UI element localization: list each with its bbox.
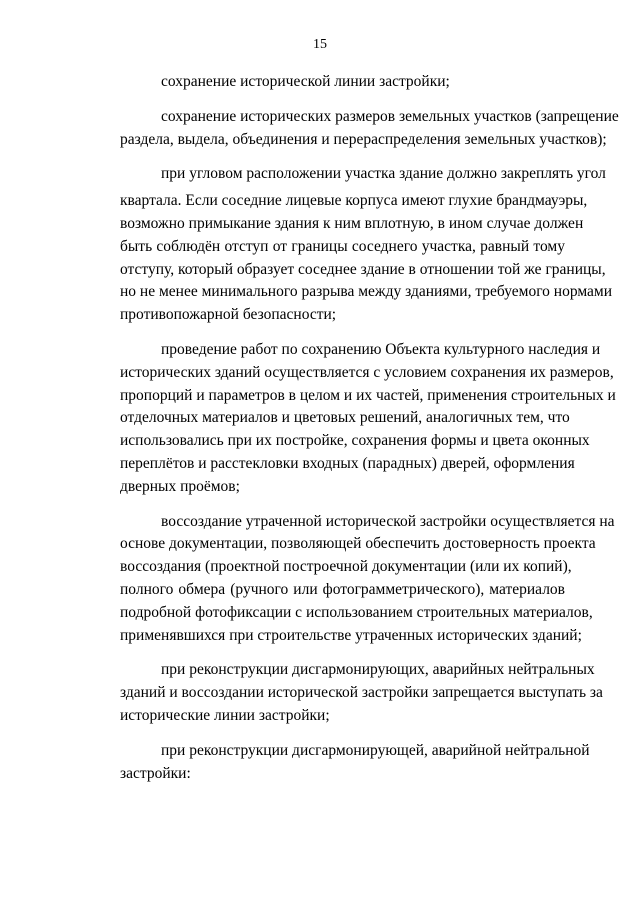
text-line: сохранение исторической линии застройки;	[161, 73, 450, 90]
text-line: исторических зданий осуществляется с условием сохранения их размеров,	[120, 363, 614, 381]
text-line: переплётов и расстекловки входных (парадных) дверей, оформления	[120, 454, 575, 472]
paragraph	[79, 511, 615, 648]
paragraph	[79, 163, 613, 327]
text-line: отделочных материалов и цветовых решений, аналогичных тем, что	[120, 409, 570, 427]
text-line: исторические линии застройки;	[120, 706, 330, 724]
text-line: противопожарной безопасности;	[120, 306, 337, 324]
paragraph	[79, 339, 616, 499]
text-line: при реконструкции дисгармонирующих, аварийных нейтральных	[161, 661, 595, 679]
text-line: возможно примыкание здания к ним вплотную, в ином случае должен	[120, 214, 584, 232]
text-line: квартала. Если соседние лицевые корпуса имеют глухие брандмауэры,	[120, 192, 588, 210]
text-line: пропорций и параметров в целом и их частей, применения строительных и	[120, 386, 616, 404]
text-line: при угловом расположении участка здание должно закреплять угол	[161, 165, 606, 183]
text-line: основе документации, позволяющей обеспечить достоверность проекта	[120, 535, 596, 553]
text-line: застройки:	[120, 764, 191, 782]
text-line: но не менее минимального разрыва между зданиями, требуемого нормами	[120, 283, 613, 301]
paragraph	[79, 106, 619, 152]
paragraph	[79, 659, 603, 727]
page-number: 15	[313, 37, 327, 52]
text-line: использовались при их постройке, сохранения формы и цвета оконных	[120, 432, 590, 450]
text-line: сохранение исторических размеров земельных участков (запрещение	[161, 107, 619, 125]
text-line: зданий и воссоздании исторической застройки запрещается выступать за	[120, 684, 603, 702]
text-line: подробной фотофиксации с использованием строительных материалов,	[120, 603, 593, 621]
text-line: при реконструкции дисгармонирующей, аварийной нейтральной	[161, 741, 590, 759]
paragraph	[79, 71, 565, 94]
text-line: отступу, который образует соседнее здание в отношении той же границы,	[120, 260, 606, 278]
text-line: проведение работ по сохранению Объекта культурного наследия и	[161, 340, 601, 358]
text-line: быть соблюдён отступ от границы соседнего участка, равный тому	[120, 237, 565, 255]
text-line: воссоздания (проектной построечной документации (или их копий),	[120, 558, 572, 576]
text-line: раздела, выдела, объединения и перераспределения земельных участков);	[120, 130, 607, 148]
text-line: воссоздание утраченной исторической застройки осуществляется на	[161, 512, 615, 530]
text-line: применявшихся при строительстве утраченных исторических зданий;	[120, 626, 582, 644]
document-body	[79, 71, 619, 785]
text-line: полного обмера (ручного или фотограмметрического), материалов	[120, 580, 565, 598]
text-line: дверных проёмов;	[120, 477, 240, 495]
paragraph	[79, 740, 590, 786]
